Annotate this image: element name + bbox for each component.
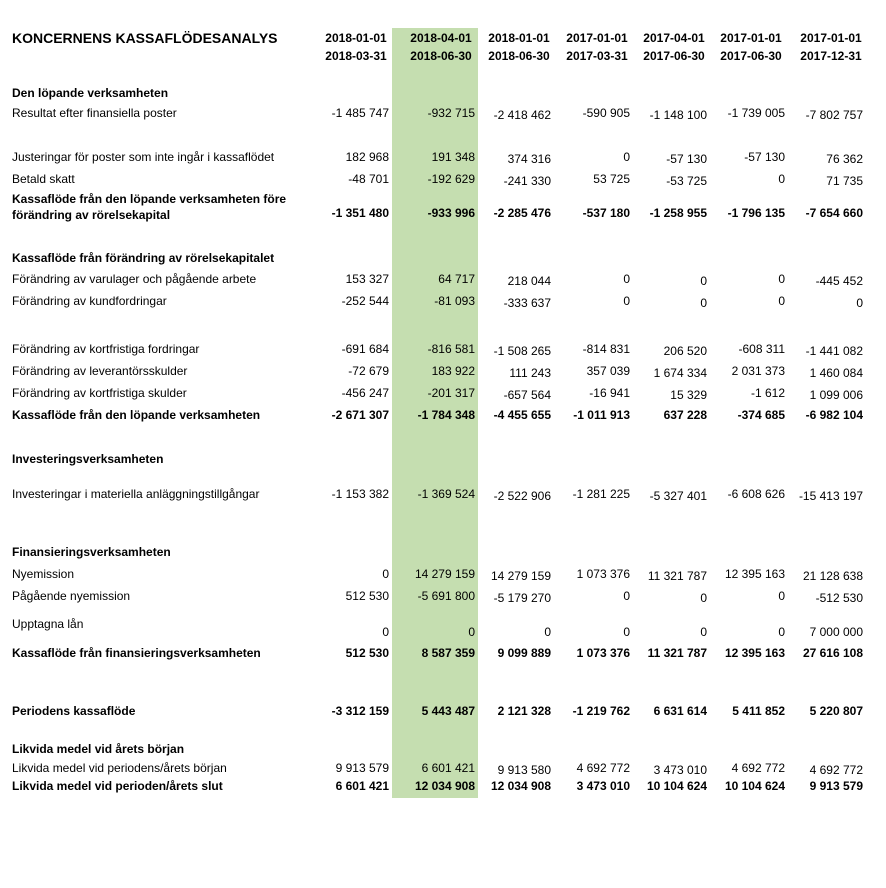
row-value: 15 329 (670, 388, 707, 402)
row-value: -1 739 005 (727, 106, 785, 120)
row-value: 512 530 (345, 646, 389, 660)
column-header-to: 2017-03-31 (566, 49, 628, 63)
row-value: 8 587 359 (421, 646, 475, 660)
row-label: Kassaflöde från förändring av rörelsekapitalet (12, 251, 275, 265)
column-header-to: 2017-06-30 (643, 49, 705, 63)
table-row (0, 172, 886, 190)
row-value: 12 034 908 (414, 779, 475, 793)
table-row (0, 150, 886, 168)
row-value: 6 601 421 (421, 761, 475, 775)
table-row (0, 386, 886, 404)
column-header (474, 29, 564, 65)
row-value: 0 (856, 296, 863, 310)
row-label: Finansieringsverksamheten (12, 545, 171, 559)
row-value: 3 473 010 (576, 779, 630, 793)
row-value: 0 (468, 625, 475, 639)
row-value: -1 796 135 (727, 206, 785, 220)
column-header-from: 2018-04-01 (410, 31, 472, 45)
row-label: Kassaflöde från finansieringsverksamheten (12, 646, 261, 660)
row-value: 111 243 (509, 366, 551, 380)
table-row (0, 761, 886, 779)
row-value: -333 637 (503, 296, 551, 310)
row-label: Periodens kassaflöde (12, 704, 136, 718)
row-value: -2 285 476 (493, 206, 551, 220)
row-label: Förändring av kortfristiga fordringar (12, 342, 200, 356)
row-value: 357 039 (586, 364, 630, 378)
row-value: 9 913 580 (497, 763, 551, 777)
row-value: -5 179 270 (493, 591, 551, 605)
row-value: 9 913 579 (809, 779, 863, 793)
row-value: -201 317 (427, 386, 475, 400)
row-value: 14 279 159 (414, 567, 475, 581)
row-value: 0 (623, 272, 630, 286)
row-value: 0 (778, 294, 785, 308)
row-value: -374 685 (737, 408, 785, 422)
row-value: 512 530 (345, 589, 389, 603)
row-value: -1 281 225 (572, 487, 630, 501)
row-value: -1 148 100 (649, 108, 707, 122)
row-value: -608 311 (738, 342, 785, 356)
row-value: 6 631 614 (653, 704, 707, 718)
table-row (0, 742, 886, 760)
row-label: Den löpande verksamheten (12, 86, 169, 100)
column-header-from: 2017-04-01 (643, 31, 705, 45)
row-value: 1 460 084 (809, 366, 863, 380)
row-value: 12 034 908 (490, 779, 551, 793)
row-label: Investeringar i materiella anläggningstillgångar (12, 487, 260, 501)
table-row (0, 589, 886, 607)
row-value: -6 608 626 (727, 487, 785, 501)
row-value: 71 735 (826, 174, 863, 188)
row-value: 4 692 772 (731, 761, 785, 775)
row-value: 1 099 006 (809, 388, 863, 402)
column-header-to: 2017-06-30 (720, 49, 782, 63)
report-title: KONCERNENS KASSAFLÖDESANALYS (12, 30, 278, 46)
row-value: -1 011 913 (573, 408, 630, 422)
row-value: 0 (778, 272, 785, 286)
row-value: 0 (382, 625, 389, 639)
column-header (396, 29, 486, 65)
column-header-from: 2017-01-01 (720, 31, 782, 45)
row-label: Upptagna lån (12, 617, 84, 631)
table-row (0, 487, 886, 505)
table-row (0, 251, 886, 269)
row-value: -1 369 524 (417, 487, 475, 501)
row-value: 0 (778, 625, 785, 639)
table-row (0, 646, 886, 664)
table-row (0, 617, 886, 639)
row-value: 0 (700, 296, 707, 310)
row-value: 7 000 000 (809, 625, 863, 639)
row-value: 5 443 487 (421, 704, 475, 718)
row-value: -6 982 104 (805, 408, 863, 422)
column-header (706, 29, 796, 65)
row-value: 12 395 163 (724, 646, 785, 660)
column-header-from: 2017-01-01 (566, 31, 628, 45)
row-value: 1 073 376 (576, 646, 630, 660)
row-value: -933 996 (427, 206, 475, 220)
row-value: -1 258 955 (649, 206, 707, 220)
row-label: Investeringsverksamheten (12, 452, 164, 466)
row-label: Förändring av kortfristiga skulder (12, 386, 187, 400)
column-header-to: 2017-12-31 (800, 49, 862, 63)
row-label: Förändring av varulager och pågående arbete (12, 272, 257, 286)
row-value: -814 831 (582, 342, 630, 356)
row-label: Kassaflöde från den löpande verksamheten (12, 408, 261, 422)
row-label: Likvida medel vid perioden/årets slut (12, 779, 223, 793)
row-value: 637 228 (663, 408, 707, 422)
column-header (311, 29, 401, 65)
column-header (786, 29, 876, 65)
table-row (0, 294, 886, 312)
row-value: 0 (623, 294, 630, 308)
column-header-from: 2018-01-01 (325, 31, 387, 45)
row-value: -57 130 (666, 152, 707, 166)
row-value: -657 564 (503, 388, 551, 402)
row-value: 14 279 159 (490, 569, 551, 583)
row-value: 3 473 010 (653, 763, 707, 777)
row-value: 0 (700, 274, 707, 288)
row-value: 1 674 334 (653, 366, 707, 380)
row-value: -1 612 (750, 386, 785, 400)
table-row (0, 342, 886, 360)
row-value: -1 784 348 (417, 408, 475, 422)
row-value: -53 725 (666, 174, 707, 188)
column-header-from: 2018-01-01 (488, 31, 550, 45)
row-value: 218 044 (507, 274, 551, 288)
row-value: -7 654 660 (805, 206, 863, 220)
row-value: 11 321 787 (647, 569, 707, 583)
row-value: 0 (623, 150, 630, 164)
table-row (0, 567, 886, 585)
table-row (0, 106, 886, 124)
column-header-to: 2018-03-31 (325, 49, 387, 63)
table-row (0, 452, 886, 470)
row-value: -192 629 (427, 172, 475, 186)
row-value: -2 522 906 (493, 489, 551, 503)
row-value: 183 922 (431, 364, 475, 378)
row-value: 12 395 163 (724, 567, 785, 581)
row-value: -1 441 082 (805, 344, 863, 358)
row-label: Kassaflöde från den löpande verksamheten före förändring av rörelsekapital (12, 192, 287, 222)
table-row (0, 86, 886, 104)
table-row (0, 364, 886, 382)
table-row (0, 272, 886, 290)
table-row (0, 779, 886, 797)
row-value: -81 093 (434, 294, 475, 308)
row-value: -5 327 401 (649, 489, 707, 503)
row-value: -1 485 747 (331, 106, 389, 120)
row-label: Förändring av kundfordringar (12, 294, 167, 308)
row-label: Justeringar för poster som inte ingår i kassaflödet (12, 150, 275, 164)
table-row (0, 191, 886, 222)
row-value: -2 671 307 (331, 408, 389, 422)
row-value: -1 508 265 (493, 344, 551, 358)
row-value: 9 913 579 (335, 761, 389, 775)
row-value: 64 717 (438, 272, 475, 286)
row-value: 0 (623, 589, 630, 603)
row-value: 191 348 (431, 150, 475, 164)
column-header-to: 2018-06-30 (410, 49, 472, 63)
row-value: -456 247 (341, 386, 389, 400)
row-value: -1 351 480 (331, 206, 389, 220)
table-row (0, 408, 886, 426)
table-row (0, 704, 886, 722)
row-value: 5 411 852 (732, 704, 785, 718)
row-value: 0 (700, 625, 707, 639)
row-value: -57 130 (744, 150, 785, 164)
row-value: -4 455 655 (493, 408, 551, 422)
row-value: -1 153 382 (331, 487, 389, 501)
row-value: -252 544 (341, 294, 389, 308)
row-value: 0 (778, 589, 785, 603)
row-value: 5 220 807 (809, 704, 863, 718)
row-value: -5 691 800 (417, 589, 475, 603)
row-value: 11 321 787 (647, 646, 707, 660)
row-value: 6 601 421 (335, 779, 389, 793)
row-value: 4 692 772 (809, 763, 863, 777)
row-value: -3 312 159 (331, 704, 389, 718)
row-value: -1 219 762 (572, 704, 630, 718)
row-value: 53 725 (593, 172, 630, 186)
row-value: 374 316 (507, 152, 551, 166)
row-value: 0 (382, 567, 389, 581)
row-value: -48 701 (348, 172, 389, 186)
row-label: Likvida medel vid periodens/årets början (12, 761, 227, 775)
column-header-to: 2018-06-30 (488, 49, 550, 63)
row-value: 76 362 (826, 152, 863, 166)
row-value: 9 099 889 (497, 646, 551, 660)
table-row (0, 545, 886, 563)
row-value: 153 327 (345, 272, 389, 286)
row-value: -15 413 197 (798, 489, 863, 503)
row-value: 0 (700, 591, 707, 605)
row-value: -932 715 (427, 106, 475, 120)
row-value: 0 (544, 625, 551, 639)
row-label: Förändring av leverantörsskulder (12, 364, 188, 378)
row-value: 27 616 108 (802, 646, 863, 660)
column-header-from: 2017-01-01 (800, 31, 862, 45)
row-value: -590 905 (582, 106, 630, 120)
row-label: Pågående nyemission (12, 589, 131, 603)
row-value: -72 679 (348, 364, 389, 378)
row-value: -2 418 462 (493, 108, 551, 122)
row-value: 182 968 (345, 150, 389, 164)
row-value: -512 530 (815, 591, 863, 605)
row-value: -816 581 (427, 342, 475, 356)
row-value: 10 104 624 (724, 779, 785, 793)
row-value: 10 104 624 (646, 779, 707, 793)
row-label: Nyemission (12, 567, 75, 581)
row-value: -7 802 757 (805, 108, 863, 122)
row-value: 2 121 328 (497, 704, 551, 718)
row-value: 0 (778, 172, 785, 186)
row-value: -537 180 (582, 206, 630, 220)
row-value: -16 941 (589, 386, 630, 400)
row-label: Betald skatt (12, 172, 75, 186)
row-label: Resultat efter finansiella poster (12, 106, 177, 120)
row-value: 1 073 376 (576, 567, 630, 581)
row-value: 21 128 638 (802, 569, 863, 583)
row-value: -691 684 (341, 342, 389, 356)
row-value: -241 330 (503, 174, 551, 188)
row-value: 4 692 772 (576, 761, 630, 775)
row-value: 0 (623, 625, 630, 639)
row-label: Likvida medel vid årets början (12, 742, 185, 756)
row-value: 2 031 373 (731, 364, 785, 378)
row-value: 206 520 (663, 344, 707, 358)
row-value: -445 452 (815, 274, 863, 288)
